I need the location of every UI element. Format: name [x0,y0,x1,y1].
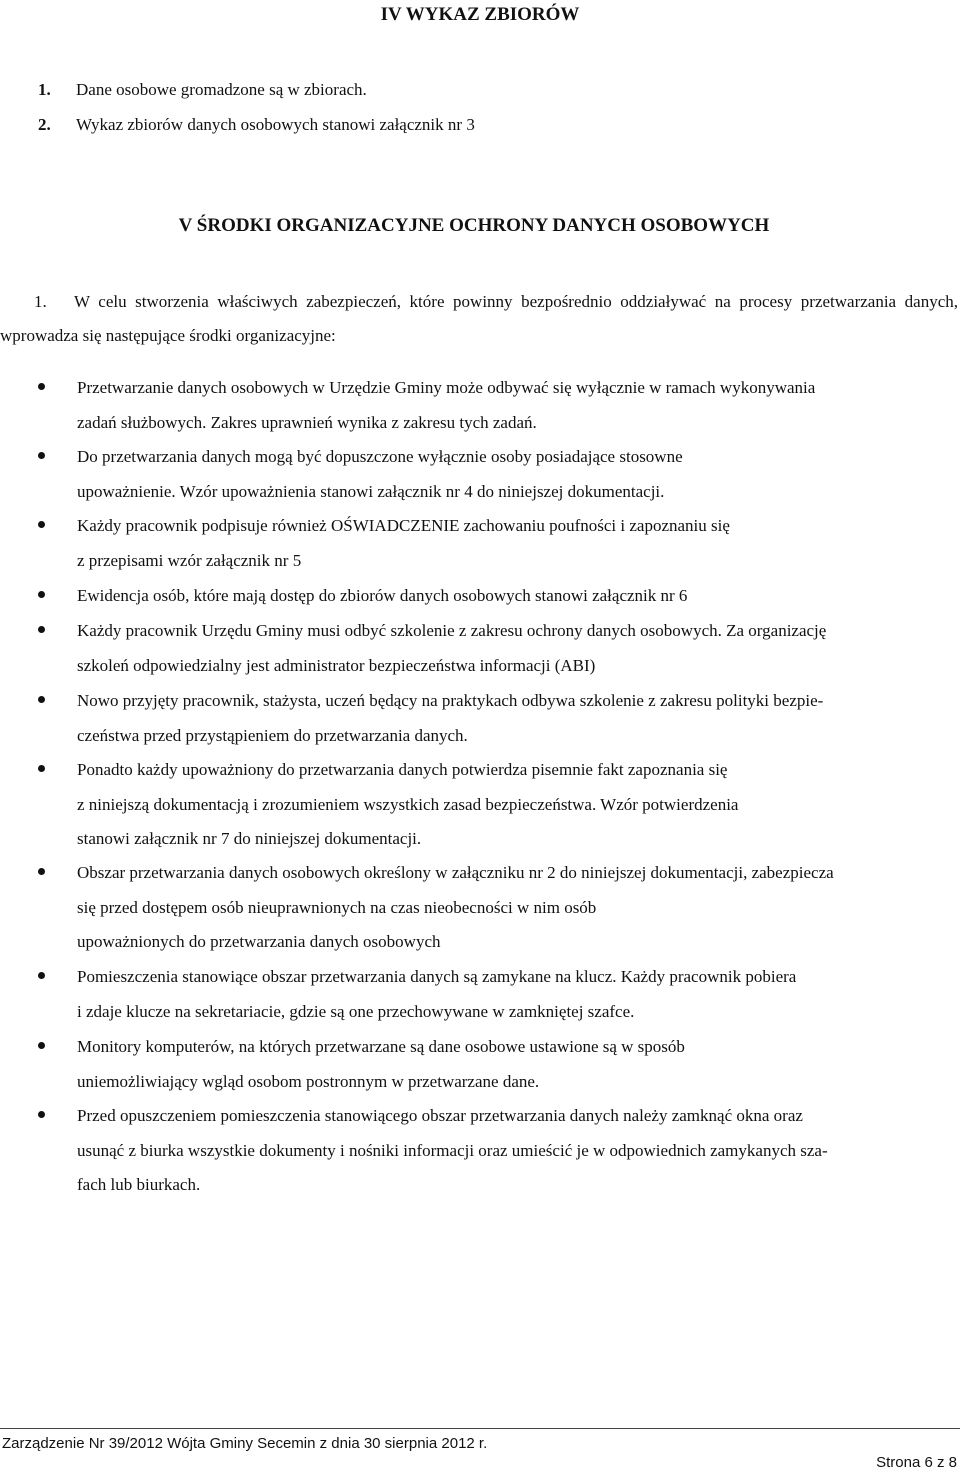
section-iv-heading: IV WYKAZ ZBIORÓW [380,4,580,25]
list-item [38,80,367,100]
line: Obszar przetwarzania danych osobowych określony w załączniku nr 2 do niniejszej dokumentacji, zabezpiecza [77,863,834,882]
bullet-icon [38,626,45,633]
line: z przepisami wzór załącznik nr 5 [77,550,302,570]
bullet-icon [38,1042,45,1049]
section-v-intro [0,285,958,353]
line: z niniejszą dokumentacją i zrozumieniem wszystkich zasad bezpieczeństwa. Wzór potwierdzenia [77,794,739,814]
line: Pomieszczenia stanowiące obszar przetwarzania danych są zamykane na klucz. Każdy pracownik pobiera [77,967,797,986]
footer-document-reference: Zarządzenie Nr 39/2012 Wójta Gminy Secemin z dnia 30 sierpnia 2012 r. [2,1435,488,1452]
bullet-icon [38,1111,45,1118]
line: upoważnionych do przetwarzania danych osobowych [77,932,441,951]
list-item-text: Dane osobowe gromadzone są w zbiorach. [76,80,367,99]
line: uniemożliwiający wgląd osobom postronnym w przetwarzane dane. [77,1071,540,1091]
line: Nowo przyjęty pracownik, stażysta, uczeń będący na praktykach odbywa szkolenie z zakresu polityki bezpie- [77,691,824,710]
bullet-icon [38,591,45,598]
line: Monitory komputerów, na których przetwarzane są dane osobowe ustawione są w sposób [77,1037,685,1056]
bullet-icon [38,452,45,459]
line: Każdy pracownik Urzędu Gminy musi odbyć szkolenie z zakresu ochrony danych osobowych. Za organizację [77,621,827,640]
list-item [38,115,475,135]
intro-text: W celu stworzenia właściwych zabezpieczeń, które powinny bezpośrednio oddziaływać na procesy przetwarzania danych, wprowadza się następujące środki organizacyjne: [0,292,958,345]
line: Ponadto każdy upoważniony do przetwarzania danych potwierdza pisemnie fakt zapoznania się [77,760,728,779]
page-number: Strona 6 z 8 [876,1454,957,1471]
line: stanowi załącznik nr 7 do niniejszej dokumentacji. [77,829,422,848]
line: Każdy pracownik podpisuje również OŚWIADCZENIE zachowaniu poufności i zapoznaniu się [77,516,730,535]
line: się przed dostępem osób nieuprawnionych na czas nieobecności w nim osób [77,897,597,917]
list-item-number: 1. [38,80,51,99]
line: usunąć z biurka wszystkie dokumenty i nośniki informacji oraz umieścić je w odpowiednich zamykanych sza- [77,1140,828,1160]
line: Do przetwarzania danych mogą być dopuszczone wyłącznie osoby posiadające stosowne [77,447,683,466]
line: i zdaje klucze na sekretariacie, gdzie są one przechowywane w zamkniętej szafce. [77,1001,635,1021]
line: szkoleń odpowiedzialny jest administrator bezpieczeństwa informacji (ABI) [77,655,596,675]
footer-divider [0,1428,960,1429]
bullet-icon [38,765,45,772]
line: fach lub biurkach. [77,1175,201,1194]
bullet-icon [38,972,45,979]
line: upoważnienie. Wzór upoważnienia stanowi załącznik nr 4 do niniejszej dokumentacji. [77,481,665,501]
line: Przed opuszczeniem pomieszczenia stanowiącego obszar przetwarzania danych należy zamknąć okna oraz [77,1106,803,1125]
list-item-text: Wykaz zbiorów danych osobowych stanowi załącznik nr 3 [76,115,475,134]
intro-number: 1. [34,292,47,311]
section-v-heading: V ŚRODKI ORGANIZACYJNE OCHRONY DANYCH OSOBOWYCH [178,215,770,236]
bullet-icon [38,696,45,703]
line: Przetwarzanie danych osobowych w Urzędzie Gminy może odbywać się wyłącznie w ramach wykonywania [77,378,816,397]
line: Ewidencja osób, które mają dostęp do zbiorów danych osobowych stanowi załącznik nr 6 [77,586,688,605]
bullet-icon [38,383,45,390]
line: zadań służbowych. Zakres uprawnień wynika z zakresu tych zadań. [77,412,537,432]
bullet-icon [38,521,45,528]
list-item-number: 2. [38,115,51,134]
line: czeństwa przed przystąpieniem do przetwarzania danych. [77,725,468,745]
bullet-icon [38,868,45,875]
